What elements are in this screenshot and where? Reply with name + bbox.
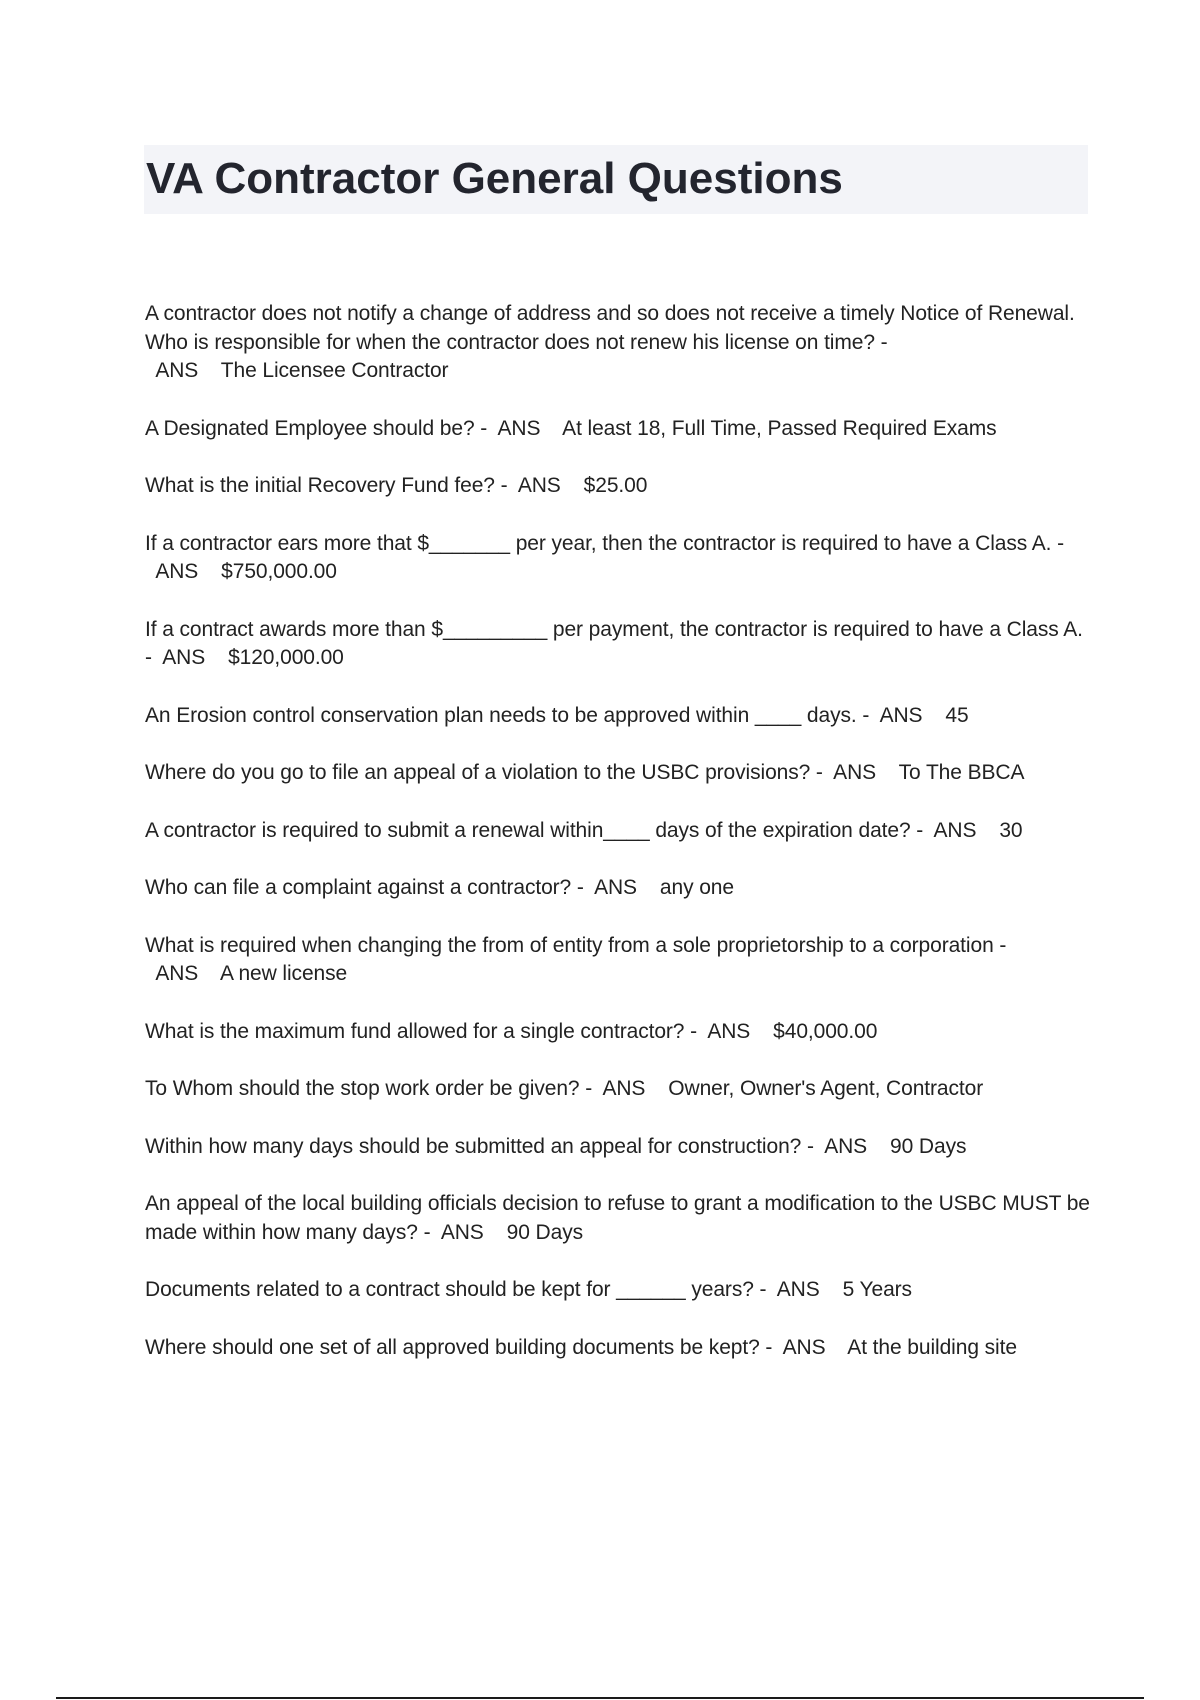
answer-marker: ANS xyxy=(162,646,206,669)
answer-marker: ANS xyxy=(782,1335,826,1359)
answer-marker: ANS xyxy=(824,1134,868,1158)
question-text: Where do you go to file an appeal of a violation to the USBC provisions? - xyxy=(145,761,823,784)
page-title: VA Contractor General Questions xyxy=(146,154,843,203)
question-text: What is the maximum fund allowed for a single contractor? - xyxy=(145,1019,698,1043)
question-text: A contractor is required to submit a renewal within____ days of the expiration date? - xyxy=(145,818,924,842)
answer-marker: ANS xyxy=(594,876,637,899)
answer-text: $120,000.00 xyxy=(228,646,344,669)
question-answer-list xyxy=(145,300,1095,1391)
question-text: Within how many days should be submitted an appeal for construction? - xyxy=(145,1134,814,1158)
answer-marker: ANS xyxy=(933,818,977,842)
answer-marker: ANS xyxy=(602,1077,646,1100)
question-text: Where should one set of all approved building documents be kept? - xyxy=(145,1335,773,1359)
qa-item xyxy=(145,415,1095,444)
answer-marker: ANS xyxy=(155,560,199,583)
qa-item xyxy=(145,817,1095,846)
qa-item xyxy=(145,932,1095,989)
answer-text: 30 xyxy=(999,818,1023,842)
qa-item xyxy=(145,1075,1095,1104)
qa-item xyxy=(145,472,1095,501)
answer-text: $750,000.00 xyxy=(221,560,337,583)
answer-text: $25.00 xyxy=(583,474,648,497)
question-text: An Erosion control conservation plan needs to be approved within ____ days. - xyxy=(145,703,870,727)
question-text: If a contractor ears more that $_______ per year, then the contractor is required to have a Class A. - xyxy=(145,531,1064,555)
qa-item xyxy=(145,1276,1095,1305)
qa-item xyxy=(145,1334,1095,1363)
answer-marker: ANS xyxy=(707,1019,751,1043)
question-text: A contractor does not notify a change of address and so does not receive a timely Notice of Renewal. Who is responsible for when the contractor does not renew his license on time? - xyxy=(145,302,1081,354)
answer-text: 5 Years xyxy=(842,1278,912,1301)
answer-marker: ANS xyxy=(440,1220,484,1244)
answer-marker: ANS xyxy=(497,416,541,440)
answer-text: any one xyxy=(659,876,734,899)
answer-text: At least 18, Full Time, Passed Required Exams xyxy=(562,416,997,440)
answer-marker: ANS xyxy=(833,761,877,784)
footer-divider xyxy=(56,1697,1144,1699)
question-text: If a contract awards more than $_________ per payment, the contractor is required to have a Class A. - xyxy=(145,617,1089,669)
answer-marker: ANS xyxy=(879,703,923,727)
qa-item xyxy=(145,874,1095,903)
answer-text: 45 xyxy=(945,703,969,727)
question-text: What is required when changing the from of entity from a sole proprietorship to a corporation - xyxy=(145,933,1007,957)
answer-text: 90 Days xyxy=(890,1134,967,1158)
qa-item xyxy=(145,1133,1095,1162)
question-text: What is the initial Recovery Fund fee? - xyxy=(145,474,508,497)
question-text: To Whom should the stop work order be given? - xyxy=(145,1077,593,1100)
qa-item xyxy=(145,616,1095,673)
qa-item xyxy=(145,300,1095,386)
answer-text: $40,000.00 xyxy=(773,1019,878,1043)
answer-text: A new license xyxy=(219,962,348,985)
question-text: Who can file a complaint against a contractor? - xyxy=(145,876,584,899)
answer-text: At the building site xyxy=(847,1335,1017,1359)
answer-marker: ANS xyxy=(776,1278,820,1301)
question-text: Documents related to a contract should be kept for ______ years? - xyxy=(145,1278,767,1301)
answer-marker: ANS xyxy=(155,359,199,382)
answer-text: The Licensee Contractor xyxy=(220,359,449,382)
qa-item xyxy=(145,1018,1095,1047)
question-text: A Designated Employee should be? - xyxy=(145,416,488,440)
answer-text: To The BBCA xyxy=(898,761,1025,784)
qa-item xyxy=(145,1190,1095,1247)
answer-marker: ANS xyxy=(155,962,199,985)
qa-item xyxy=(145,530,1095,587)
answer-marker: ANS xyxy=(517,474,561,497)
qa-item xyxy=(145,702,1095,731)
qa-item xyxy=(145,759,1095,788)
answer-text: 90 Days xyxy=(506,1220,583,1244)
title-banner xyxy=(144,145,1088,214)
answer-text: Owner, Owner's Agent, Contractor xyxy=(668,1077,984,1100)
question-text: An appeal of the local building officials decision to refuse to grant a modification to the USBC MUST be made within how many days? - xyxy=(145,1192,1096,1244)
